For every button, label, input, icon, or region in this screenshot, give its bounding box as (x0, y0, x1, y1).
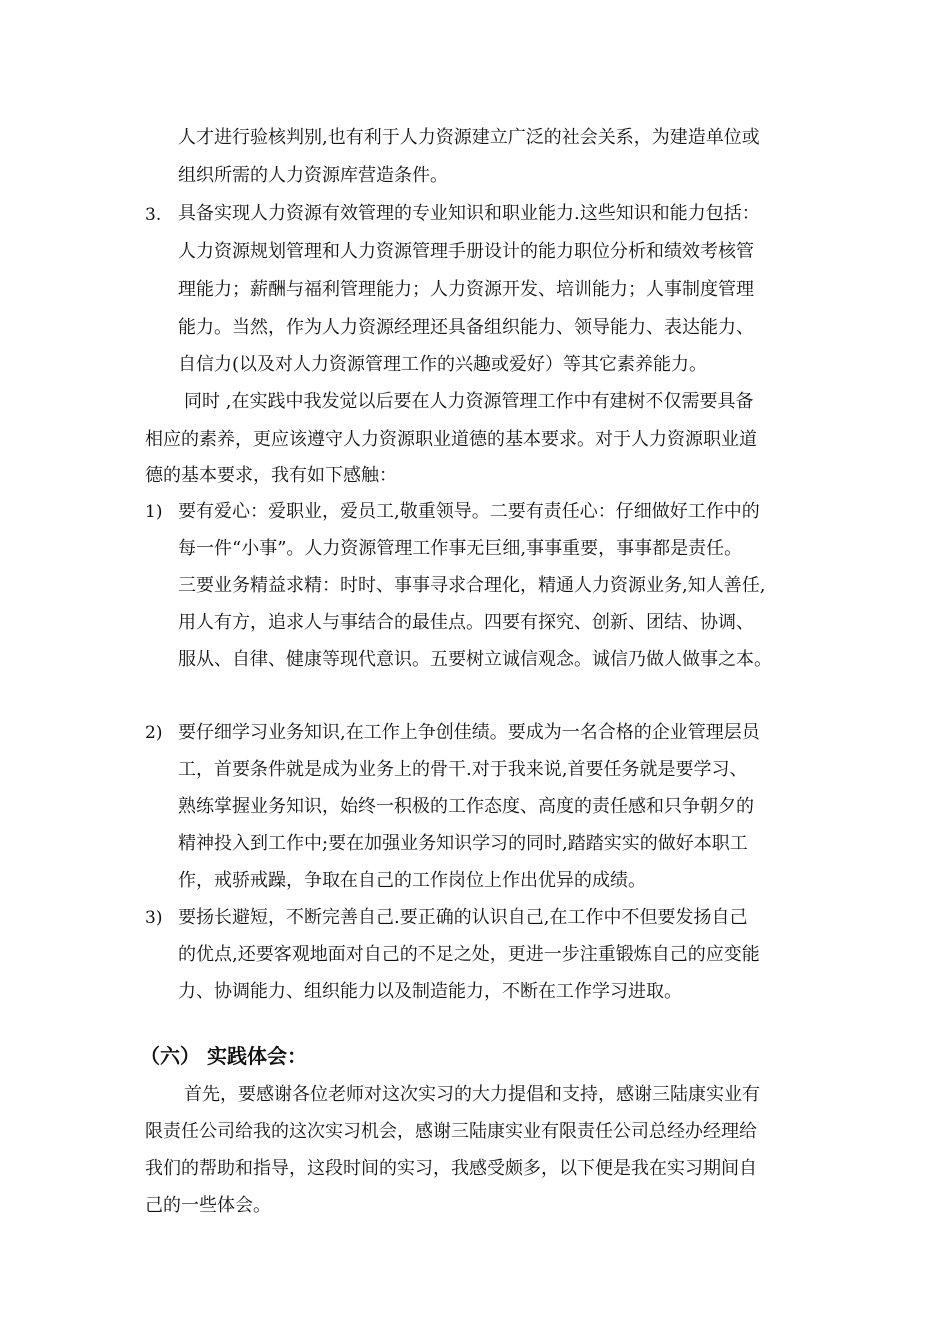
text-line: 我们的帮助和指导，这段时间的实习，我感受颇多，以下便是我在实习期间自 (145, 1158, 757, 1179)
text-line: 自信力(以及对人力资源管理工作的兴趣或爱好）等其它素养能力。 (178, 354, 708, 375)
list-number: 2) (145, 723, 163, 743)
text-line: 每一件“小事”。人力资源管理工作事无巨细,事事重要，事事都是责任。 (178, 538, 743, 559)
text-line: 能力。当然，作为人力资源经理还具备组织能力、领导能力、表达能力、 (178, 317, 754, 338)
text-line: 三要业务精益求精：时时、事事寻求合理化，精通人力资源业务,知人善任, (178, 575, 766, 596)
text-line: 要仔细学习业务知识,在工作上争创佳绩。要成为一名合格的企业管理层员 (178, 722, 760, 743)
text-line: 组织所需的人力资源库营造条件。 (178, 165, 448, 186)
text-line: 限责任公司给我的这次实习机会，感谢三陆康实业有限责任公司总经办经理给 (145, 1121, 757, 1142)
text-line: 服从、自律、健康等现代意识。五要树立诚信观念。诚信乃做人做事之本。 (178, 649, 772, 670)
text-line: 具备实现人力资源有效管理的专业知识和职业能力.这些知识和能力包括： (178, 203, 760, 224)
list-number: 3. (145, 205, 162, 225)
text-line: 的优点,还要客观地面对自己的不足之处，更进一步注重锻炼自己的应变能 (178, 944, 760, 965)
text-line: 熟练掌握业务知识，始终一积极的工作态度、高度的责任感和只争朝夕的 (178, 796, 754, 817)
text-line: 人才进行验核判别,也有利于人力资源建立广泛的社会关系，为建造单位或 (178, 127, 760, 148)
text-line: 相应的素养，更应该遵守人力资源职业道德的基本要求。对于人力资源职业道 (145, 429, 757, 450)
text-line: 精神投入到工作中;要在加强业务知识学习的同时,踏踏实实的做好本职工 (178, 833, 748, 854)
list-number: 3) (145, 908, 163, 928)
text-line: 人力资源规划管理和人力资源管理手册设计的能力职位分析和绩效考核管 (178, 241, 754, 262)
text-line: 理能力；薪酬与福利管理能力；人力资源开发、培训能力；人事制度管理 (178, 279, 754, 300)
text-line: 用人有方，追求人与事结合的最佳点。四要有探究、创新、团结、协调、 (178, 612, 754, 633)
text-line: 要扬长避短，不断完善自己.要正确的认识自己,在工作中不但要发扬自己 (178, 907, 748, 928)
text-line: 己的一些体会。 (145, 1195, 271, 1216)
text-line: 力、协调能力、组织能力以及制造能力，不断在工作学习进取。 (178, 981, 682, 1002)
text-line: 德的基本要求，我有如下感触： (145, 465, 397, 486)
text-line: 工，首要条件就是成为业务上的骨干.对于我来说,首要任务就是要学习、 (178, 759, 748, 780)
text-line: 要有爱心：爱职业，爱员工,敬重领导。二要有责任心：仔细做好工作中的 (178, 501, 760, 522)
text-line: 首先，要感谢各位老师对这次实习的大力提倡和支持，感谢三陆康实业有 (184, 1084, 760, 1105)
list-number: 1) (145, 502, 163, 522)
section-heading: （六） 实践体会： (140, 1044, 307, 1068)
text-line: 同时 ,在实践中我发觉以后要在人力资源管理工作中有建树不仅需要具备 (184, 391, 754, 412)
text-line: 作，戒骄戒躁，争取在自己的工作岗位上作出优异的成绩。 (178, 870, 646, 891)
